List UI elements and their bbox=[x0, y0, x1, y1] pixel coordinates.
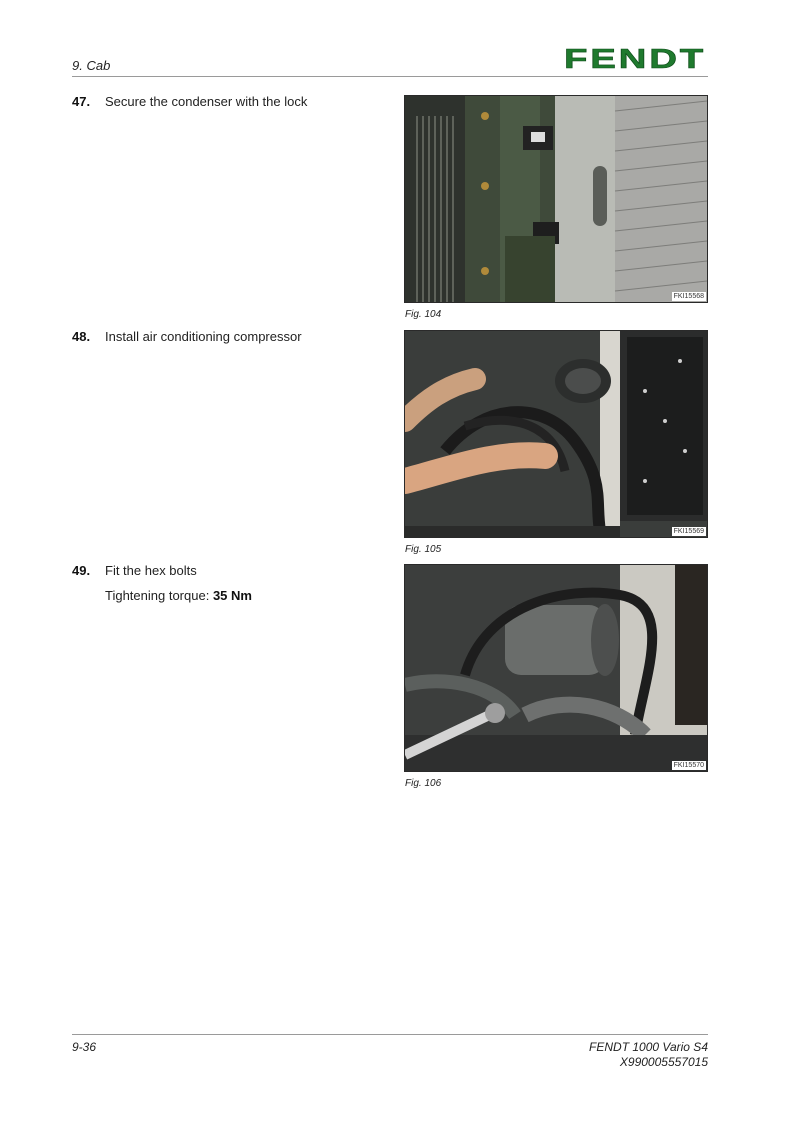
step-instruction: Install air conditioning compressor bbox=[105, 329, 302, 344]
footer-model: FENDT 1000 Vario S4 bbox=[589, 1040, 708, 1054]
header-divider bbox=[72, 76, 708, 77]
step-number: 48. bbox=[72, 329, 91, 344]
step-number: 49. bbox=[72, 563, 91, 578]
step-number: 47. bbox=[72, 94, 91, 109]
section-title: 9. Cab bbox=[72, 58, 111, 73]
torque-value: 35 Nm bbox=[212, 588, 252, 603]
figure-caption: Fig. 106 bbox=[405, 778, 442, 789]
footer-doc-number: X990005557015 bbox=[619, 1055, 708, 1069]
figure-image-hex-bolts bbox=[404, 564, 708, 772]
torque-label: Tightening torque: bbox=[105, 588, 210, 603]
logo-text: FENDT bbox=[564, 44, 706, 72]
figure-caption: Fig. 105 bbox=[405, 544, 442, 555]
figure-caption: Fig. 104 bbox=[405, 309, 442, 320]
step-instruction: Secure the condenser with the lock bbox=[105, 94, 308, 109]
figure-code: FKI15568 bbox=[673, 293, 704, 300]
figure-image-compressor-install bbox=[404, 330, 708, 538]
page-number: 9-36 bbox=[72, 1040, 97, 1054]
step-instruction: Fit the hex bolts bbox=[105, 563, 197, 578]
figure-image-condenser bbox=[404, 95, 708, 303]
fendt-logo bbox=[562, 44, 708, 72]
footer-divider bbox=[72, 1034, 708, 1035]
figure-code: FKI15569 bbox=[673, 528, 704, 535]
torque-specification bbox=[105, 588, 252, 603]
figure-code: FKI15570 bbox=[673, 762, 704, 769]
